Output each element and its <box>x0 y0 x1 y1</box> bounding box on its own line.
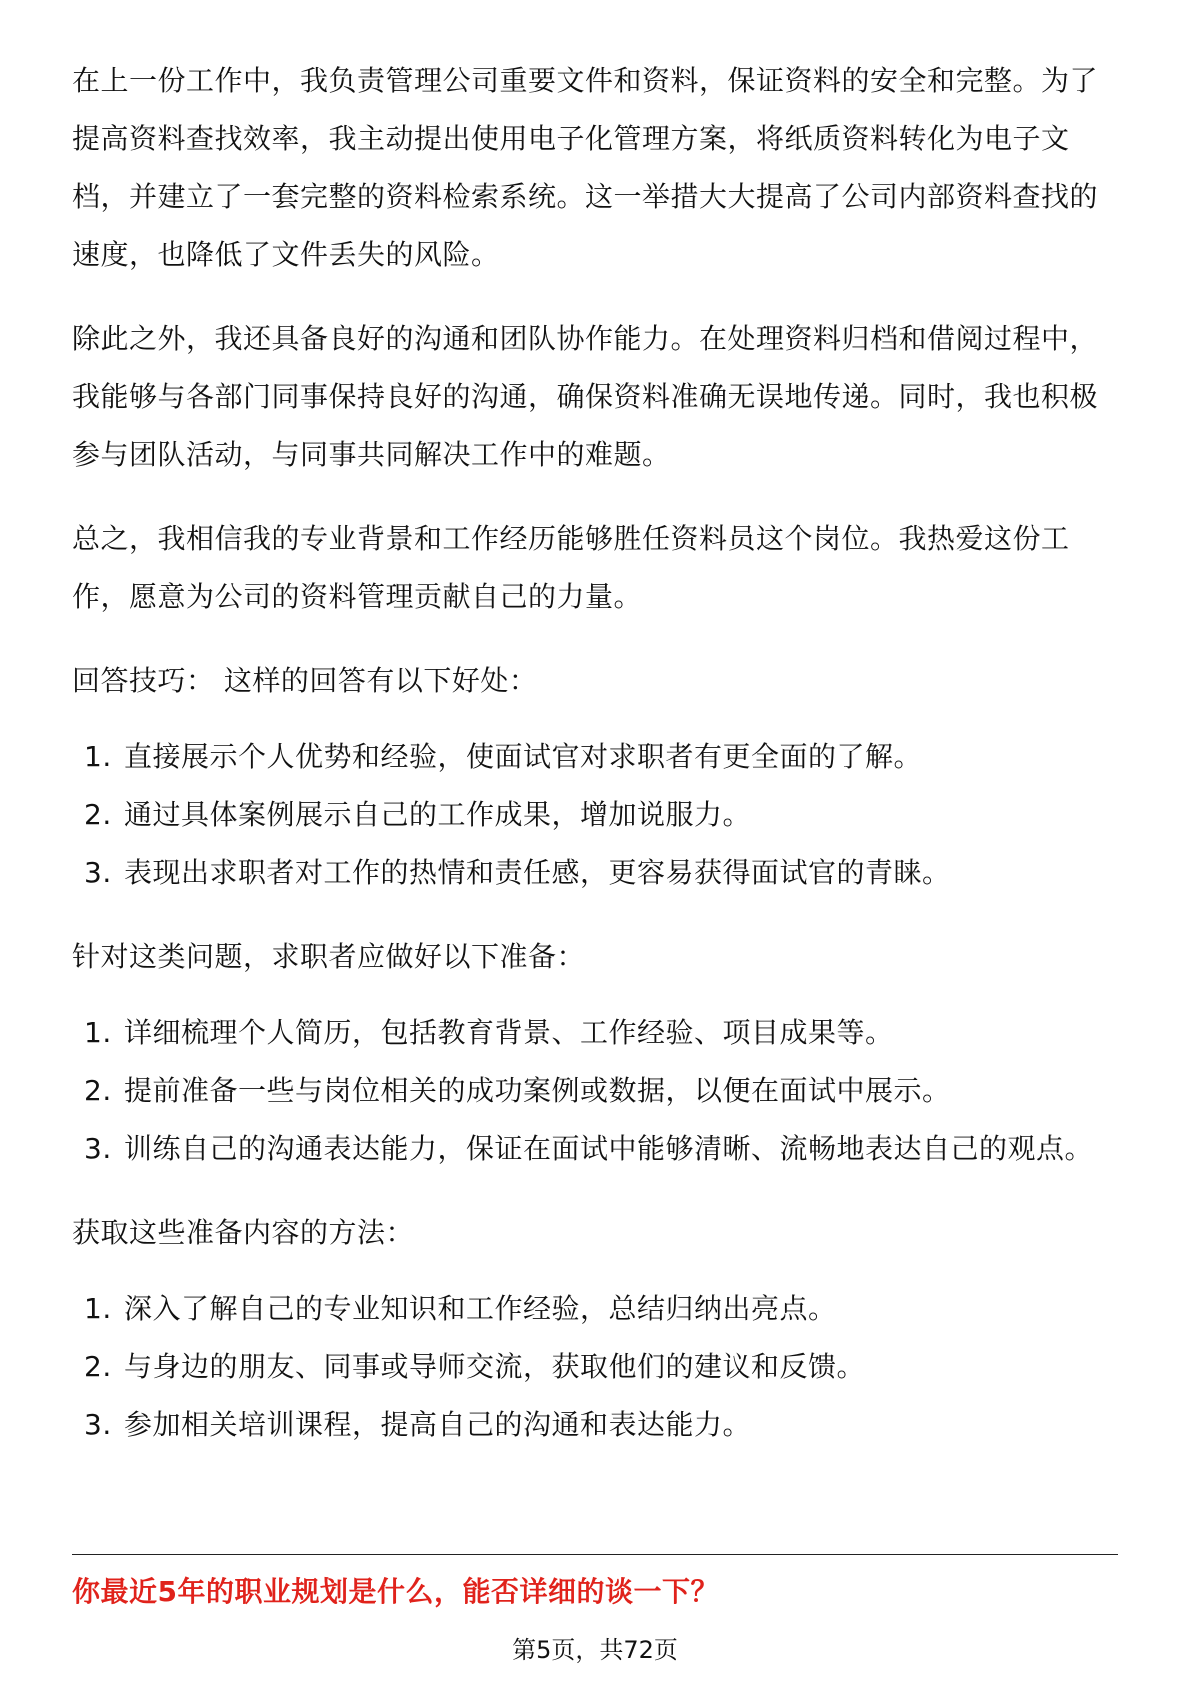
list-item <box>72 1062 1118 1120</box>
list-item <box>72 1280 1118 1338</box>
list-number: 3. <box>84 1408 112 1441</box>
list-text: 与身边的朋友、同事或导师交流，获取他们的建议和反馈。 <box>124 1350 866 1383</box>
methods-list <box>72 1280 1118 1454</box>
list-text: 详细梳理个人简历，包括教育背景、工作经验、项目成果等。 <box>124 1016 894 1049</box>
paragraph-communication: 除此之外，我还具备良好的沟通和团队协作能力。在处理资料归档和借阅过程中，我能够与各部门同事保持良好的沟通，确保资料准确无误地传递。同时，我也积极参与团队活动，与同事共同解决工作中的难题。 <box>72 322 1099 471</box>
list-item <box>72 1120 1118 1178</box>
list-item <box>72 844 1118 902</box>
paragraph-work-experience: 在上一份工作中，我负责管理公司重要文件和资料，保证资料的安全和完整。为了提高资料查找效率，我主动提出使用电子化管理方案，将纸质资料转化为电子文档，并建立了一套完整的资料检索系统。这一举措大大提高了公司内部资料查找的速度，也降低了文件丢失的风险。 <box>72 64 1099 271</box>
list-number: 1. <box>84 1016 112 1049</box>
list-text: 训练自己的沟通表达能力，保证在面试中能够清晰、流畅地表达自己的观点。 <box>124 1132 1094 1165</box>
list-number: 2. <box>84 798 112 831</box>
list-number: 2. <box>84 1074 112 1107</box>
paragraph-conclusion: 总之，我相信我的专业背景和工作经历能够胜任资料员这个岗位。我热爱这份工作，愿意为公司的资料管理贡献自己的力量。 <box>72 522 1070 613</box>
prep-heading: 针对这类问题，求职者应做好以下准备： <box>72 940 586 973</box>
list-item <box>72 786 1118 844</box>
list-item <box>72 1338 1118 1396</box>
page-number: 第5页，共72页 <box>512 1636 678 1664</box>
tips-list <box>72 728 1118 902</box>
list-number: 3. <box>84 1132 112 1165</box>
document-body <box>72 52 1118 1480</box>
list-item <box>72 728 1118 786</box>
list-text: 参加相关培训课程，提高自己的沟通和表达能力。 <box>124 1408 752 1441</box>
list-item <box>72 1396 1118 1454</box>
list-number: 3. <box>84 856 112 889</box>
list-text: 直接展示个人优势和经验，使面试官对求职者有更全面的了解。 <box>124 740 923 773</box>
list-item <box>72 1004 1118 1062</box>
list-text: 提前准备一些与岗位相关的成功案例或数据，以便在面试中展示。 <box>124 1074 951 1107</box>
tips-heading: 回答技巧： 这样的回答有以下好处： <box>72 664 538 697</box>
next-question-heading: 你最近5年的职业规划是什么，能否详细的谈一下？ <box>72 1575 719 1608</box>
list-text: 深入了解自己的专业知识和工作经验，总结归纳出亮点。 <box>124 1292 837 1325</box>
methods-heading: 获取这些准备内容的方法： <box>72 1216 415 1249</box>
list-number: 2. <box>84 1350 112 1383</box>
list-text: 通过具体案例展示自己的工作成果，增加说服力。 <box>124 798 752 831</box>
list-number: 1. <box>84 740 112 773</box>
section-divider <box>72 1554 1118 1555</box>
prep-list <box>72 1004 1118 1178</box>
list-text: 表现出求职者对工作的热情和责任感，更容易获得面试官的青睐。 <box>124 856 951 889</box>
list-number: 1. <box>84 1292 112 1325</box>
